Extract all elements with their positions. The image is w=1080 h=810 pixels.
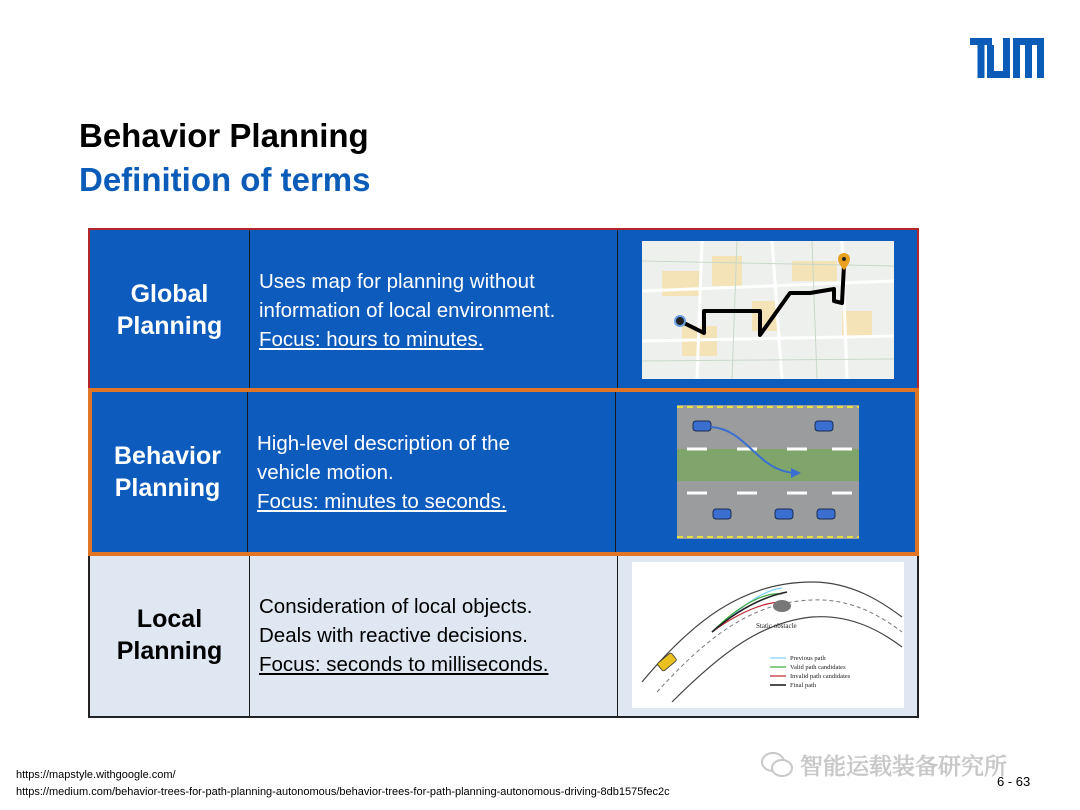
term-cell [90,554,250,716]
description-line: information of local environment. [259,298,556,322]
page-number: 6 - 63 [997,774,1031,789]
focus-line: Focus: hours to minutes. [259,327,484,351]
static-obstacle-label: Static obstacle [755,622,797,630]
description-line: High-level description of the [257,431,510,455]
legend-invalid-path: Invalid path candidates [789,673,850,680]
tum-logo [970,38,1044,78]
focus-line: Focus: seconds to milliseconds. [259,652,549,676]
lane-change-image [677,405,859,539]
watermark-text: 智能运载装备研究所 [800,753,1007,779]
legend-valid-path: Valid path candidates [789,664,846,671]
page-title: Behavior Planning [79,117,369,154]
source-link[interactable]: https://medium.com/behavior-trees-for-path-planning-autonomous/behavior-trees-for-path-planning-autonomous-driving-8db1575fec2c [16,786,670,798]
definition-table [88,228,919,718]
description-line: Uses map for planning without [259,269,535,293]
description-cell [248,390,616,554]
source-link[interactable]: https://mapstyle.withgoogle.com/ [16,769,176,781]
watermark [760,748,1007,781]
legend-previous-path: Previous path [789,655,826,662]
wechat-icon [760,751,794,779]
term-label: Local Planning [116,605,223,665]
term-label: Behavior Planning [114,442,221,502]
table-row-behavior-planning [88,390,919,554]
route-map-image [642,241,894,379]
description-line: vehicle motion. [257,460,394,484]
legend-final-path: Final path [789,682,816,689]
description-cell [250,554,618,716]
table-row-global-planning [88,228,919,390]
page-subtitle: Definition of terms [79,161,371,198]
description-cell [250,230,618,390]
image-cell [618,554,917,716]
table-row-local-planning [88,554,919,718]
term-cell [90,230,250,390]
term-label: Global Planning [116,280,223,340]
description-line: Deals with reactive decisions. [259,623,528,647]
focus-line: Focus: minutes to seconds. [257,489,507,513]
term-cell [88,390,248,554]
image-cell [616,390,919,554]
path-candidates-diagram [632,562,904,708]
image-cell [618,230,917,390]
description-line: Consideration of local objects. [259,594,533,618]
